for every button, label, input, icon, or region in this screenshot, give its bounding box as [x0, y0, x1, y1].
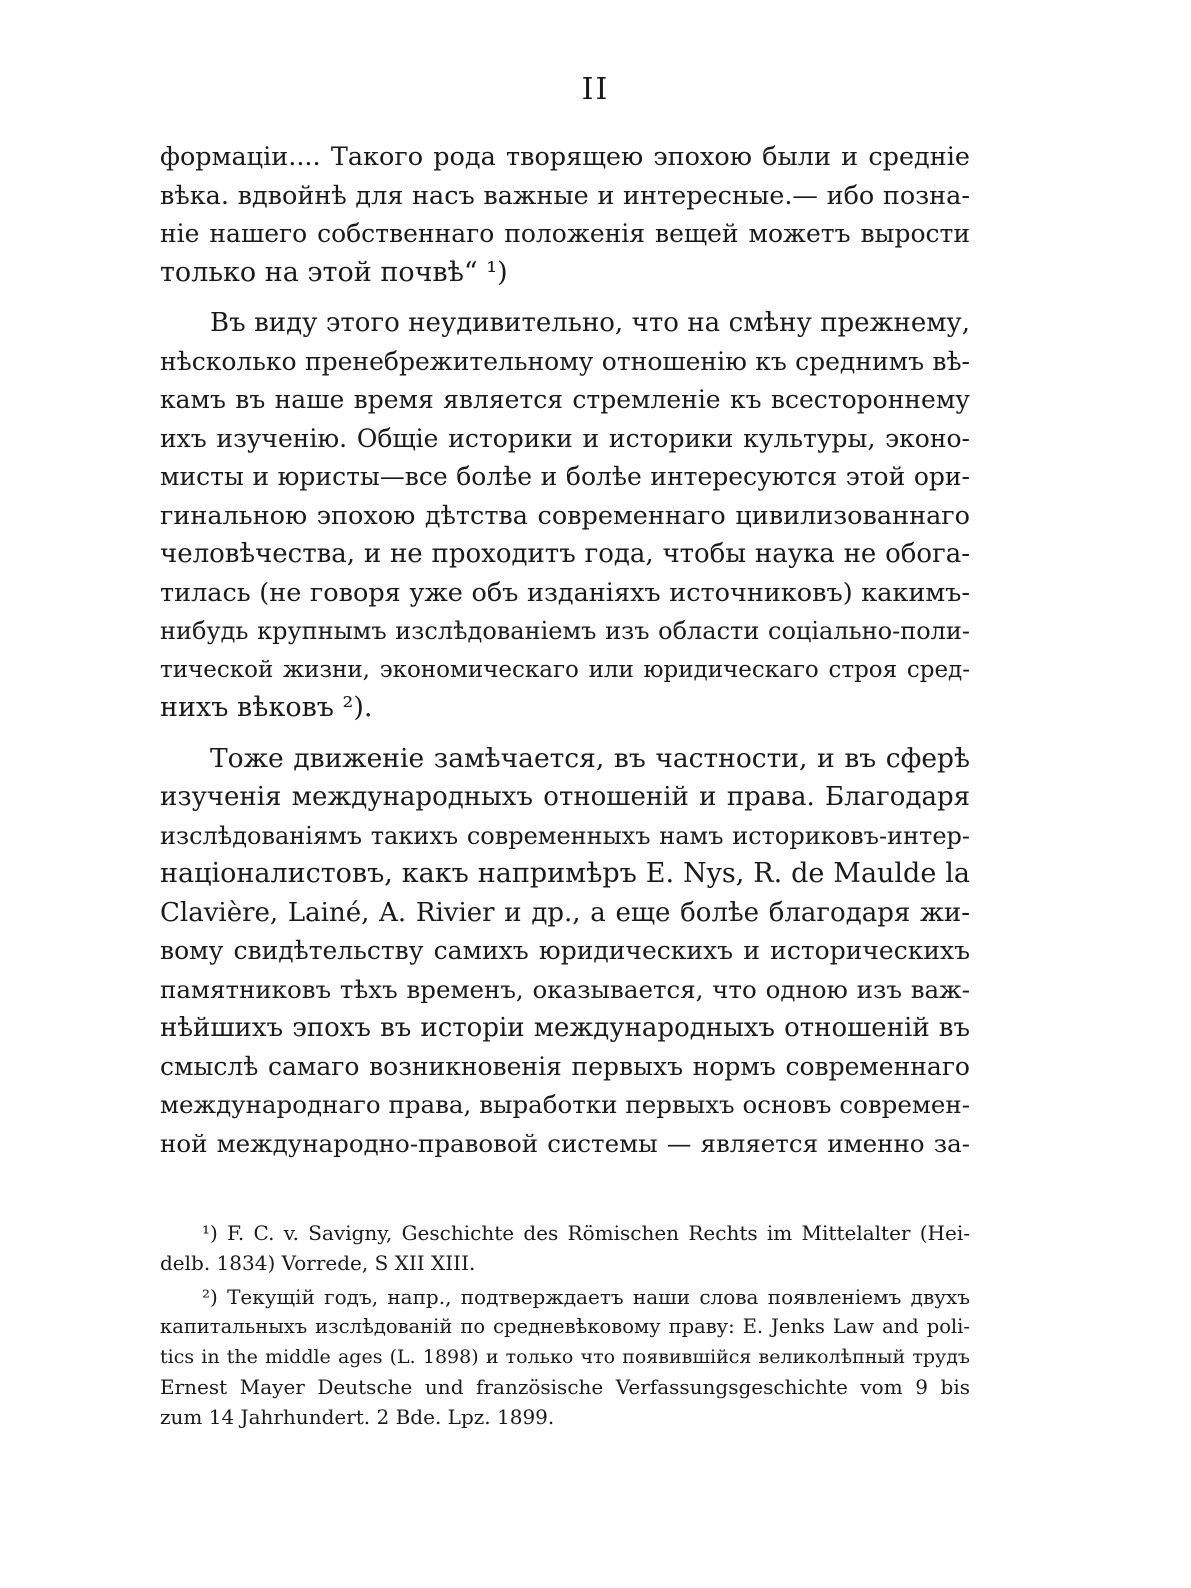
- text-line: ихъ изученію. Общіе историки и историки культуры, эконо-: [160, 423, 970, 453]
- footnote-line: ²) Текущій годъ, напр., подтверждаетъ наши слова появленіемъ двухъ: [202, 1285, 970, 1309]
- paragraph: [160, 138, 970, 292]
- paragraph: [160, 740, 970, 1164]
- text-line: вѣка. вдвойнѣ для насъ важные и интересные.— ибо позна-: [160, 180, 970, 211]
- text-line: нѣсколько пренебрежительному отношенію къ среднимъ вѣ-: [160, 346, 970, 376]
- footnote-line: zum 14 Jahrhundert. 2 Bde. Lpz. 1899.: [160, 1405, 555, 1429]
- footnotes: [160, 1218, 970, 1432]
- footnote-line: delb. 1834) Vorrede, S XII XIII.: [160, 1251, 476, 1275]
- footnote-line: капитальныхъ изслѣдованій по средневѣковому праву: E. Jenks Law and poli-: [160, 1315, 970, 1338]
- text-line: мисты и юристы—все болѣе и болѣе интересуются этой ори-: [160, 462, 970, 491]
- text-line: международнаго права, выработки первыхъ основъ современ-: [160, 1090, 970, 1119]
- text-line: націоналистовъ, какъ напримѣръ E. Nys, R. de Maulde la: [160, 858, 970, 889]
- text-line: гинальною эпохою дѣтства современнаго цивилизованнаго: [160, 500, 970, 531]
- footnote-line: ¹) F. C. v. Savigny, Geschichte des Römischen Rechts im Mittelalter (Hei-: [202, 1221, 970, 1245]
- main-text: [160, 138, 970, 1163]
- text-line: ніе нашего собственнаго положенія вещей можетъ вырости: [160, 219, 970, 248]
- text-line: смыслѣ самаго возникновенія первыхъ нормъ современнаго: [160, 1051, 970, 1081]
- footnote-line: Ernest Mayer Deutsche und französische Verfassungsgeschichte vom 9 bis: [160, 1375, 970, 1399]
- text-line: памятниковъ тѣхъ временъ, оказывается, что одною изъ важ-: [160, 974, 970, 1004]
- footnote-line: tics in the middle ages (L. 1898) и только что появившійся великолѣпный трудъ: [160, 1346, 970, 1368]
- footnote-2: [160, 1282, 970, 1432]
- text-line: Въ виду этого неудивительно, что на смѣну прежнему,: [210, 308, 970, 338]
- text-line: формаціи.... Такого рода творящею эпохою были и средніе: [160, 142, 970, 172]
- text-line: нѣйшихъ эпохъ въ исторіи международныхъ отношеній въ: [160, 1013, 970, 1043]
- footnote-1: [160, 1218, 970, 1278]
- text-line: человѣчества, и не проходитъ года, чтобы наука не обога-: [160, 539, 970, 569]
- text-line: изученія международныхъ отношеній и права. Благодаря: [160, 782, 970, 812]
- text-line: тилась (не говоря уже объ изданіяхъ источниковъ) какимъ-: [160, 577, 970, 608]
- text-line: камъ въ наше время является стремленіе къ всестороннему: [160, 385, 970, 414]
- text-line: вому свидѣтельству самихъ юридическихъ и историческихъ: [160, 936, 970, 965]
- text-line: Тоже движеніе замѣчается, въ частности, и въ сферѣ: [210, 742, 970, 774]
- text-line: только на этой почвѣ“ ¹): [160, 256, 508, 288]
- text-line: нибудь крупнымъ изслѣдованіемъ изъ области соціально-поли-: [160, 617, 970, 645]
- text-line: Clavière, Lainé, A. Rivier и др., а еще болѣе благодаря жи-: [160, 897, 970, 928]
- text-line: ной международно-правовой системы — является именно за-: [160, 1128, 970, 1158]
- page-number: II: [581, 72, 610, 107]
- text-line: нихъ вѣковъ ²).: [160, 692, 373, 723]
- paragraph: [160, 304, 970, 728]
- text-line: тической жизни, экономическаго или юридическаго строя сред-: [160, 656, 970, 683]
- text-line: изслѣдованіямъ такихъ современныхъ намъ историковъ-интер-: [160, 821, 970, 850]
